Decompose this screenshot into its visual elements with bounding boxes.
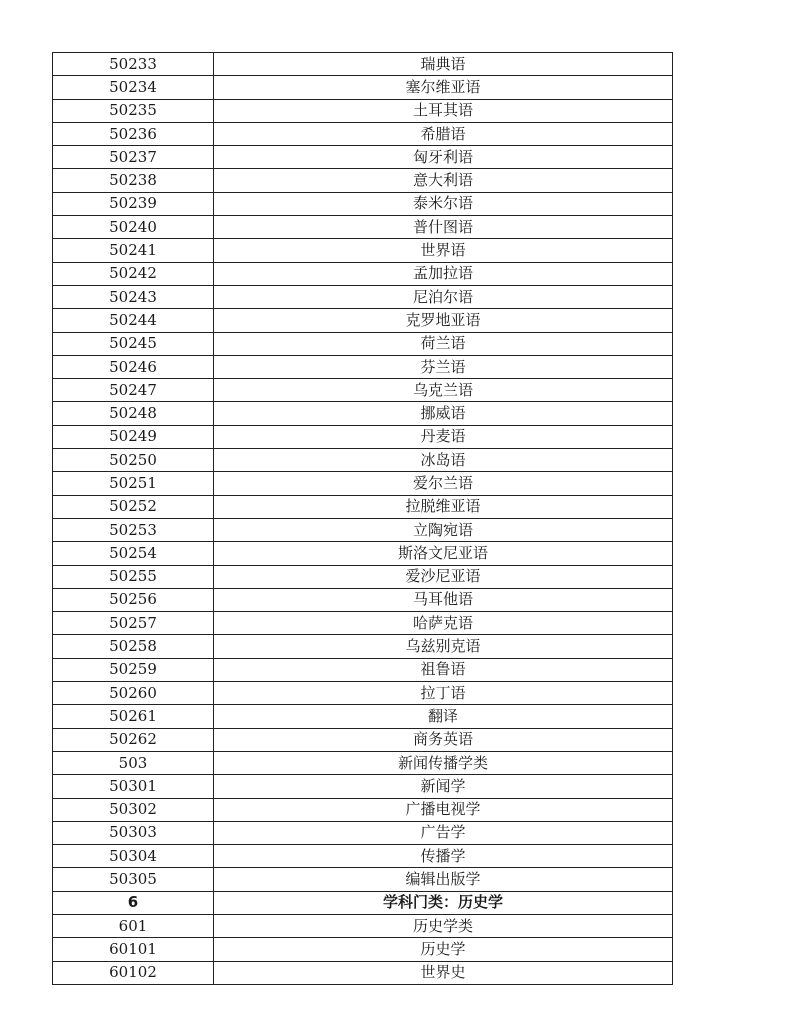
table-row	[53, 495, 673, 518]
major-name-cell: 马耳他语	[214, 588, 673, 611]
major-name-cell: 广告学	[214, 821, 673, 844]
major-code-cell: 50249	[53, 425, 214, 448]
major-code-cell: 601	[53, 914, 214, 937]
table-row	[53, 239, 673, 262]
table-row	[53, 542, 673, 565]
major-code-cell: 50237	[53, 146, 214, 169]
table-row	[53, 146, 673, 169]
major-code-cell: 50262	[53, 728, 214, 751]
major-name-cell: 拉丁语	[214, 682, 673, 705]
table-row	[53, 751, 673, 774]
major-code-cell: 50254	[53, 542, 214, 565]
major-name-cell: 普什图语	[214, 216, 673, 239]
major-name-cell: 丹麦语	[214, 425, 673, 448]
major-code-cell: 50245	[53, 332, 214, 355]
major-name-cell: 意大利语	[214, 169, 673, 192]
major-name-cell: 希腊语	[214, 122, 673, 145]
table-row	[53, 216, 673, 239]
table-row	[53, 518, 673, 541]
major-name-cell: 土耳其语	[214, 99, 673, 122]
table-row	[53, 658, 673, 681]
major-name-cell: 立陶宛语	[214, 518, 673, 541]
major-code-cell: 50252	[53, 495, 214, 518]
major-name-cell: 荷兰语	[214, 332, 673, 355]
major-code-cell: 50241	[53, 239, 214, 262]
major-code-cell: 50258	[53, 635, 214, 658]
major-code-cell: 50257	[53, 612, 214, 635]
table-row	[53, 285, 673, 308]
major-code-cell: 50244	[53, 309, 214, 332]
table-row	[53, 612, 673, 635]
table-row	[53, 728, 673, 751]
table-row	[53, 588, 673, 611]
major-code-cell: 50235	[53, 99, 214, 122]
major-code-cell: 50304	[53, 845, 214, 868]
major-name-cell: 芬兰语	[214, 355, 673, 378]
table-row	[53, 868, 673, 891]
major-code-cell: 60101	[53, 938, 214, 961]
major-name-cell: 世界史	[214, 961, 673, 984]
table-row	[53, 402, 673, 425]
major-code-cell: 50260	[53, 682, 214, 705]
major-name-cell: 哈萨克语	[214, 612, 673, 635]
table-row	[53, 798, 673, 821]
table-row	[53, 425, 673, 448]
major-name-cell: 编辑出版学	[214, 868, 673, 891]
major-code-cell: 50303	[53, 821, 214, 844]
major-code-cell: 50255	[53, 565, 214, 588]
major-name-cell: 斯洛文尼亚语	[214, 542, 673, 565]
major-code-cell: 50302	[53, 798, 214, 821]
major-code-cell: 50253	[53, 518, 214, 541]
major-code-cell: 50243	[53, 285, 214, 308]
major-code-cell: 50236	[53, 122, 214, 145]
major-name-cell: 世界语	[214, 239, 673, 262]
table-row	[53, 961, 673, 984]
major-name-cell: 新闻传播学类	[214, 751, 673, 774]
major-name-cell: 学科门类：历史学	[214, 891, 673, 914]
major-code-cell: 50233	[53, 53, 214, 76]
table-row	[53, 821, 673, 844]
major-code-cell: 50256	[53, 588, 214, 611]
major-code-cell: 50246	[53, 355, 214, 378]
table-row	[53, 355, 673, 378]
major-code-cell: 50250	[53, 449, 214, 472]
table-row	[53, 192, 673, 215]
table-row	[53, 99, 673, 122]
table-row	[53, 891, 673, 914]
major-name-cell: 爱尔兰语	[214, 472, 673, 495]
major-code-cell: 50251	[53, 472, 214, 495]
major-name-cell: 塞尔维亚语	[214, 76, 673, 99]
major-code-cell: 50234	[53, 76, 214, 99]
table-row	[53, 332, 673, 355]
table-row	[53, 682, 673, 705]
major-code-cell: 50305	[53, 868, 214, 891]
table-row	[53, 309, 673, 332]
table-row	[53, 775, 673, 798]
table-row	[53, 472, 673, 495]
major-name-cell: 广播电视学	[214, 798, 673, 821]
major-code-cell: 50247	[53, 379, 214, 402]
major-code-cell: 50248	[53, 402, 214, 425]
major-name-cell: 传播学	[214, 845, 673, 868]
major-code-cell: 50239	[53, 192, 214, 215]
table-row	[53, 169, 673, 192]
major-code-cell: 50240	[53, 216, 214, 239]
table-row	[53, 705, 673, 728]
major-name-cell: 乌兹别克语	[214, 635, 673, 658]
major-name-cell: 商务英语	[214, 728, 673, 751]
major-code-cell: 50242	[53, 262, 214, 285]
major-name-cell: 克罗地亚语	[214, 309, 673, 332]
major-name-cell: 乌克兰语	[214, 379, 673, 402]
table-row	[53, 565, 673, 588]
major-code-cell: 60102	[53, 961, 214, 984]
major-name-cell: 新闻学	[214, 775, 673, 798]
table-row	[53, 122, 673, 145]
major-code-cell: 6	[53, 891, 214, 914]
major-code-cell: 50259	[53, 658, 214, 681]
major-code-cell: 50301	[53, 775, 214, 798]
major-name-cell: 挪威语	[214, 402, 673, 425]
table-row	[53, 262, 673, 285]
table-row	[53, 449, 673, 472]
major-name-cell: 爱沙尼亚语	[214, 565, 673, 588]
major-name-cell: 匈牙利语	[214, 146, 673, 169]
major-name-cell: 祖鲁语	[214, 658, 673, 681]
major-name-cell: 尼泊尔语	[214, 285, 673, 308]
major-name-cell: 瑞典语	[214, 53, 673, 76]
major-code-cell: 50238	[53, 169, 214, 192]
table-body	[53, 53, 673, 985]
table-row	[53, 845, 673, 868]
major-name-cell: 冰岛语	[214, 449, 673, 472]
table-row	[53, 635, 673, 658]
major-code-table	[52, 52, 673, 985]
major-name-cell: 历史学	[214, 938, 673, 961]
major-name-cell: 孟加拉语	[214, 262, 673, 285]
major-name-cell: 历史学类	[214, 914, 673, 937]
table-row	[53, 76, 673, 99]
table-row	[53, 938, 673, 961]
major-name-cell: 翻译	[214, 705, 673, 728]
table-row	[53, 914, 673, 937]
major-code-cell: 503	[53, 751, 214, 774]
table-row	[53, 53, 673, 76]
major-name-cell: 拉脱维亚语	[214, 495, 673, 518]
table-row	[53, 379, 673, 402]
major-code-cell: 50261	[53, 705, 214, 728]
major-name-cell: 泰米尔语	[214, 192, 673, 215]
